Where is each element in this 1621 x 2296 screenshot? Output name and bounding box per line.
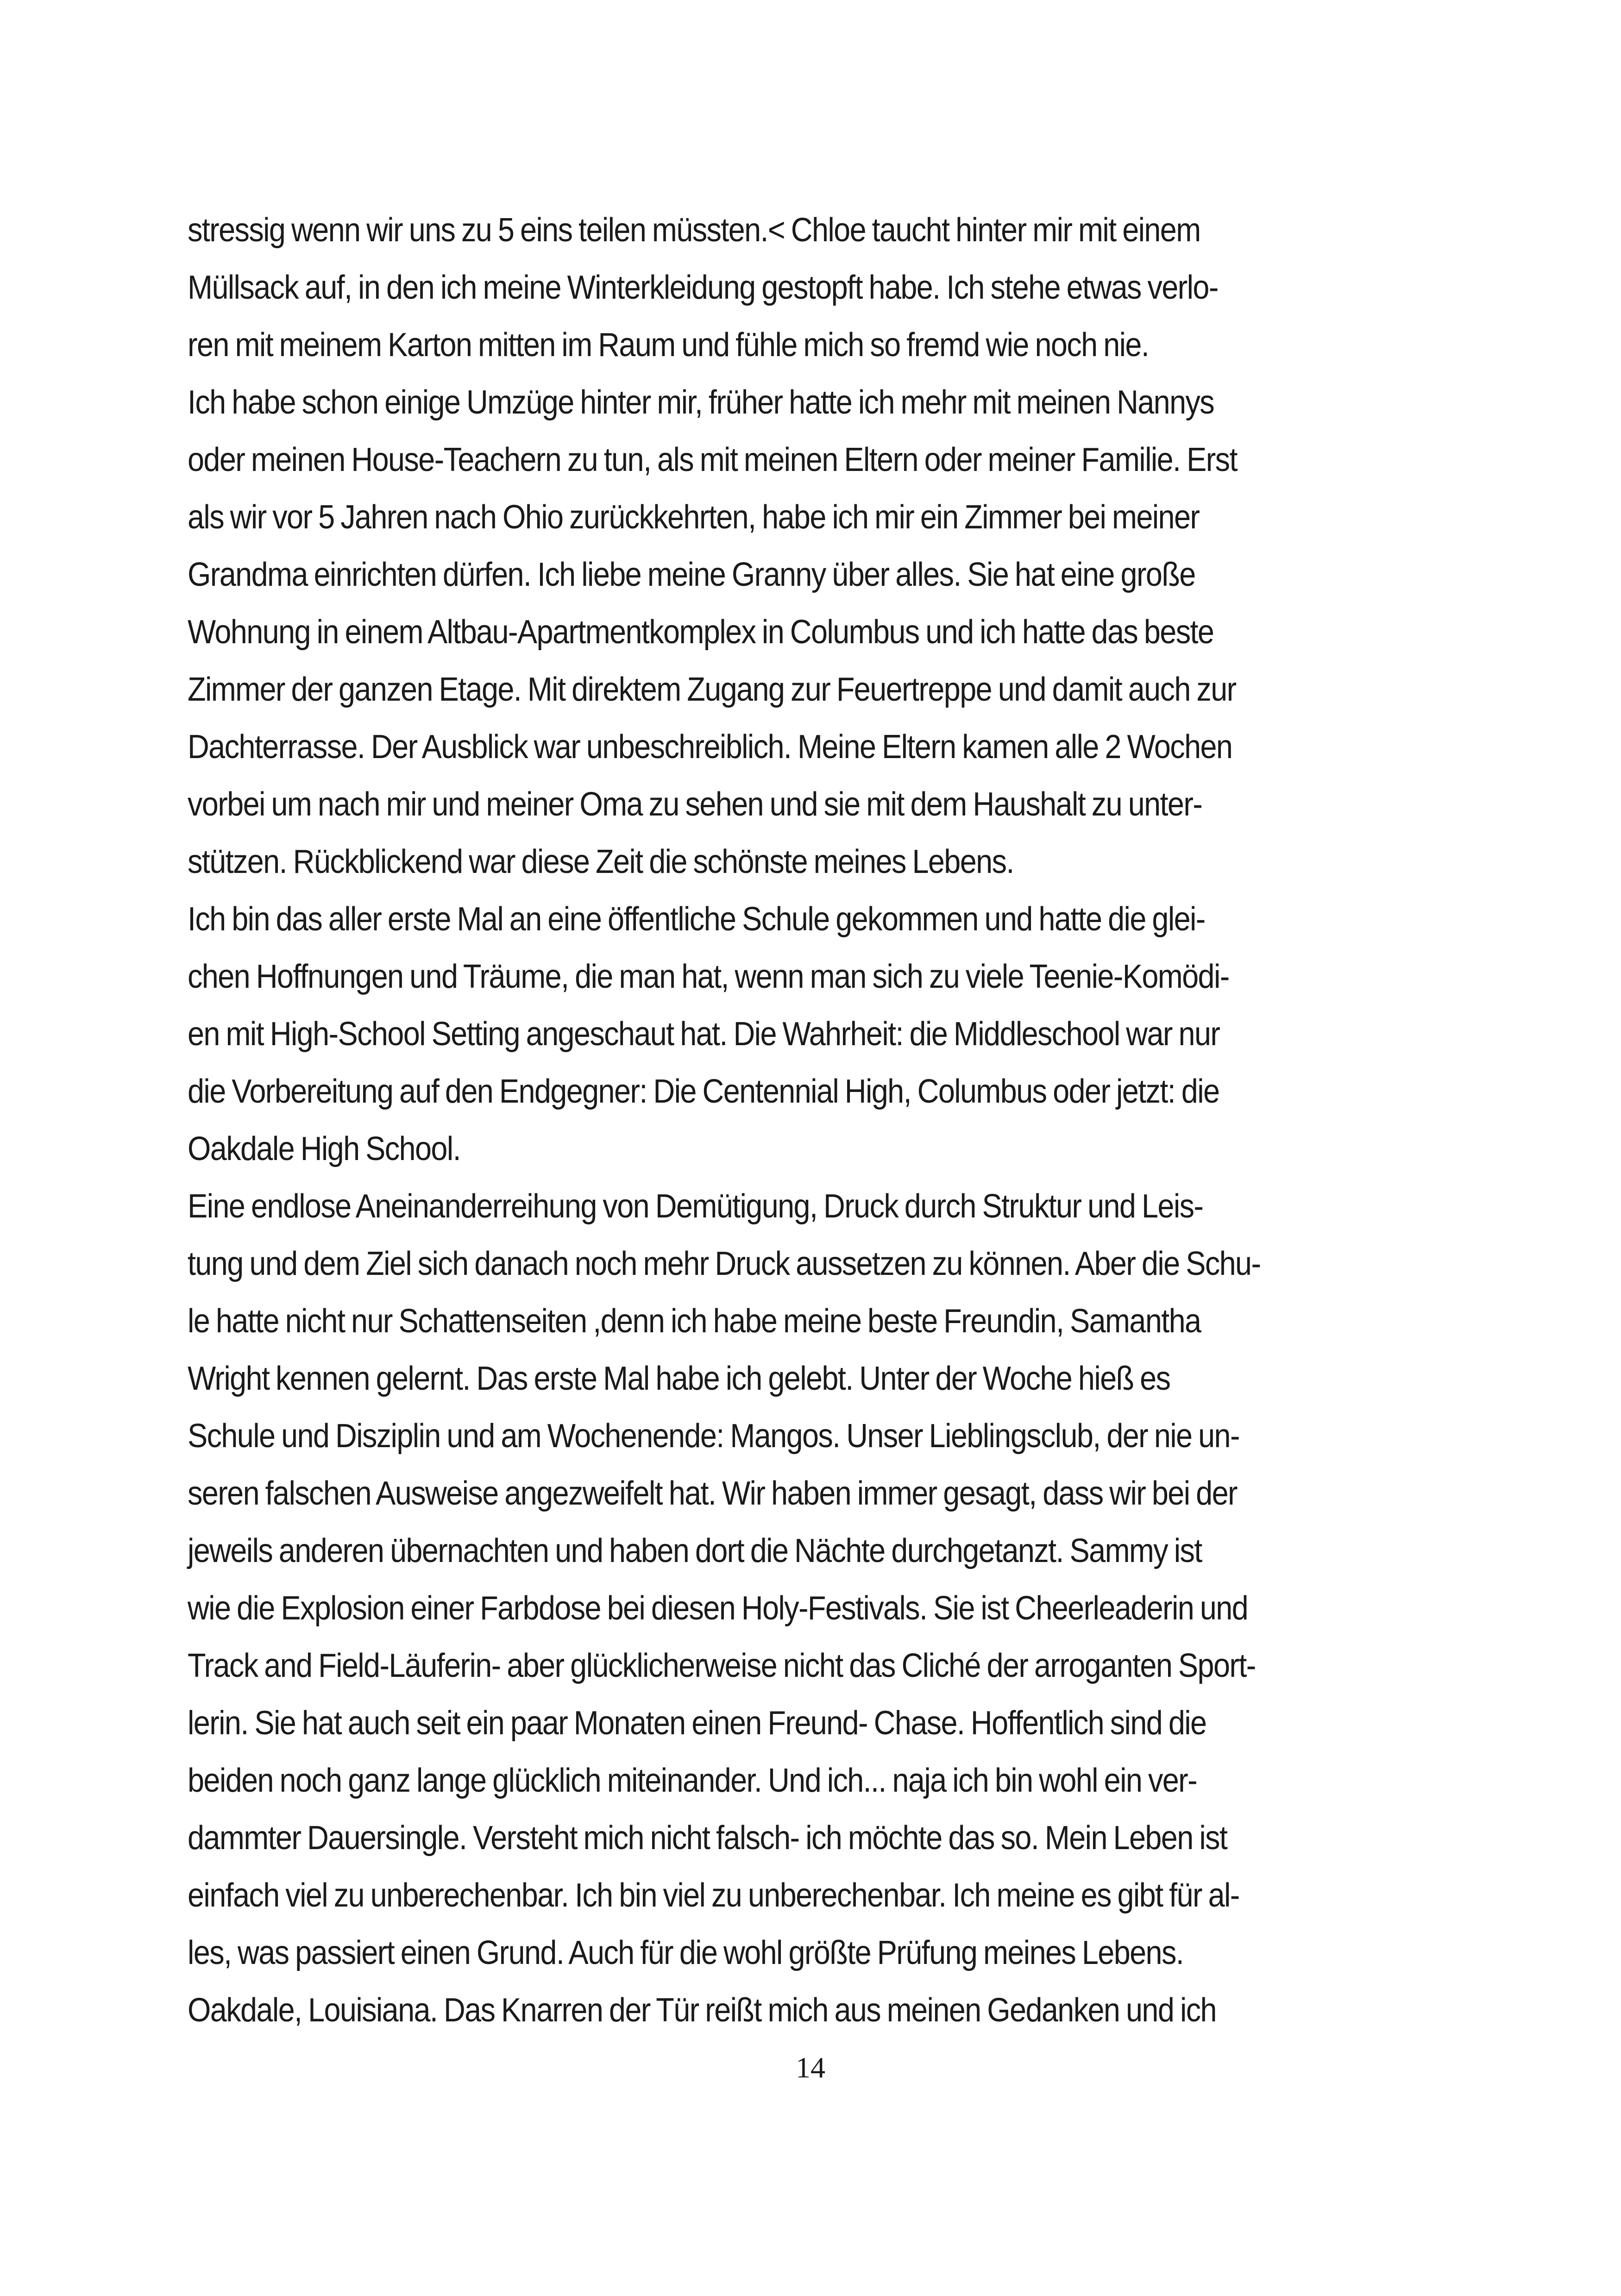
text-line: en mit High-School Setting angeschaut hat. Die Wahrheit: die Middleschool war nur — [188, 1016, 1220, 1053]
text-line: Wohnung in einem Altbau-Apartmentkomplex in Columbus und ich hatte das beste — [188, 614, 1214, 651]
text-line: Ich bin das aller erste Mal an eine öffentliche Schule gekommen und hatte die glei- — [188, 901, 1205, 938]
text-line: als wir vor 5 Jahren nach Ohio zurückkehrten, habe ich mir ein Zimmer bei meiner — [188, 499, 1200, 536]
text-line: stützen. Rückblickend war diese Zeit die schönste meines Lebens. — [188, 843, 1014, 880]
text-line: lerin. Sie hat auch seit ein paar Monaten einen Freund- Chase. Hoffentlich sind die — [188, 1705, 1206, 1742]
text-line: Oakdale, Louisiana. Das Knarren der Tür reißt mich aus meinen Gedanken und ich — [188, 1992, 1216, 2029]
text-line: beiden noch ganz lange glücklich miteinander. Und ich... naja ich bin wohl ein ver- — [188, 1762, 1197, 1799]
body-text — [188, 201, 1447, 2039]
text-line: chen Hoffnungen und Träume, die man hat, wenn man sich zu viele Teenie-Komödi- — [188, 958, 1229, 995]
text-line: Eine endlose Aneinanderreihung von Demütigung, Druck durch Struktur und Leis- — [188, 1188, 1203, 1225]
text-line: jeweils anderen übernachten und haben dort die Nächte durchgetanzt. Sammy ist — [188, 1532, 1202, 1569]
text-line: les, was passiert einen Grund. Auch für die wohl größte Prüfung meines Lebens. — [188, 1934, 1184, 1971]
text-line: Track and Field-Läuferin- aber glücklicherweise nicht das Cliché der arroganten Sport- — [188, 1647, 1256, 1684]
text-line: wie die Explosion einer Farbdose bei diesen Holy-Festivals. Sie ist Cheerleaderin und — [188, 1590, 1248, 1627]
text-line: ren mit meinem Karton mitten im Raum und fühle mich so fremd wie noch nie. — [188, 326, 1149, 364]
text-line: Müllsack auf, in den ich meine Winterkleidung gestopft habe. Ich stehe etwas verlo- — [188, 269, 1218, 306]
text-line: die Vorbereitung auf den Endgegner: Die Centennial High, Columbus oder jetzt: die — [188, 1073, 1219, 1110]
text-line: vorbei um nach mir und meiner Oma zu sehen und sie mit dem Haushalt zu unter- — [188, 786, 1202, 823]
text-line: tung und dem Ziel sich danach noch mehr Druck aussetzen zu können. Aber die Schu- — [188, 1245, 1261, 1282]
text-line: seren falschen Ausweise angezweifelt hat. Wir haben immer gesagt, dass wir bei der — [188, 1475, 1237, 1512]
text-line: stressig wenn wir uns zu 5 eins teilen müssten.< Chloe taucht hinter mir mit einem — [188, 212, 1200, 249]
text-line: le hatte nicht nur Schattenseiten ,denn ich habe meine beste Freundin, Samantha — [188, 1303, 1201, 1340]
page-number: 14 — [796, 2051, 825, 2084]
text-line: Schule und Disziplin und am Wochenende: Mangos. Unser Lieblingsclub, der nie un- — [188, 1418, 1239, 1455]
text-line: Zimmer der ganzen Etage. Mit direktem Zugang zur Feuertreppe und damit auch zur — [188, 671, 1236, 708]
text-line: Oakdale High School. — [188, 1130, 460, 1167]
text-line: oder meinen House-Teachern zu tun, als mit meinen Eltern oder meiner Familie. Erst — [188, 441, 1237, 478]
text-line: Grandma einrichten dürfen. Ich liebe meine Granny über alles. Sie hat eine große — [188, 556, 1195, 593]
text-line: Wright kennen gelernt. Das erste Mal habe ich gelebt. Unter der Woche hieß es — [188, 1360, 1170, 1397]
text-line: dammter Dauersingle. Versteht mich nicht falsch- ich möchte das so. Mein Leben ist — [188, 1819, 1227, 1857]
text-line: einfach viel zu unberechenbar. Ich bin viel zu unberechenbar. Ich meine es gibt für al- — [188, 1877, 1239, 1914]
text-line: Dachterrasse. Der Ausblick war unbeschreiblich. Meine Eltern kamen alle 2 Wochen — [188, 728, 1232, 765]
text-line: Ich habe schon einige Umzüge hinter mir, früher hatte ich mehr mit meinen Nannys — [188, 384, 1214, 421]
